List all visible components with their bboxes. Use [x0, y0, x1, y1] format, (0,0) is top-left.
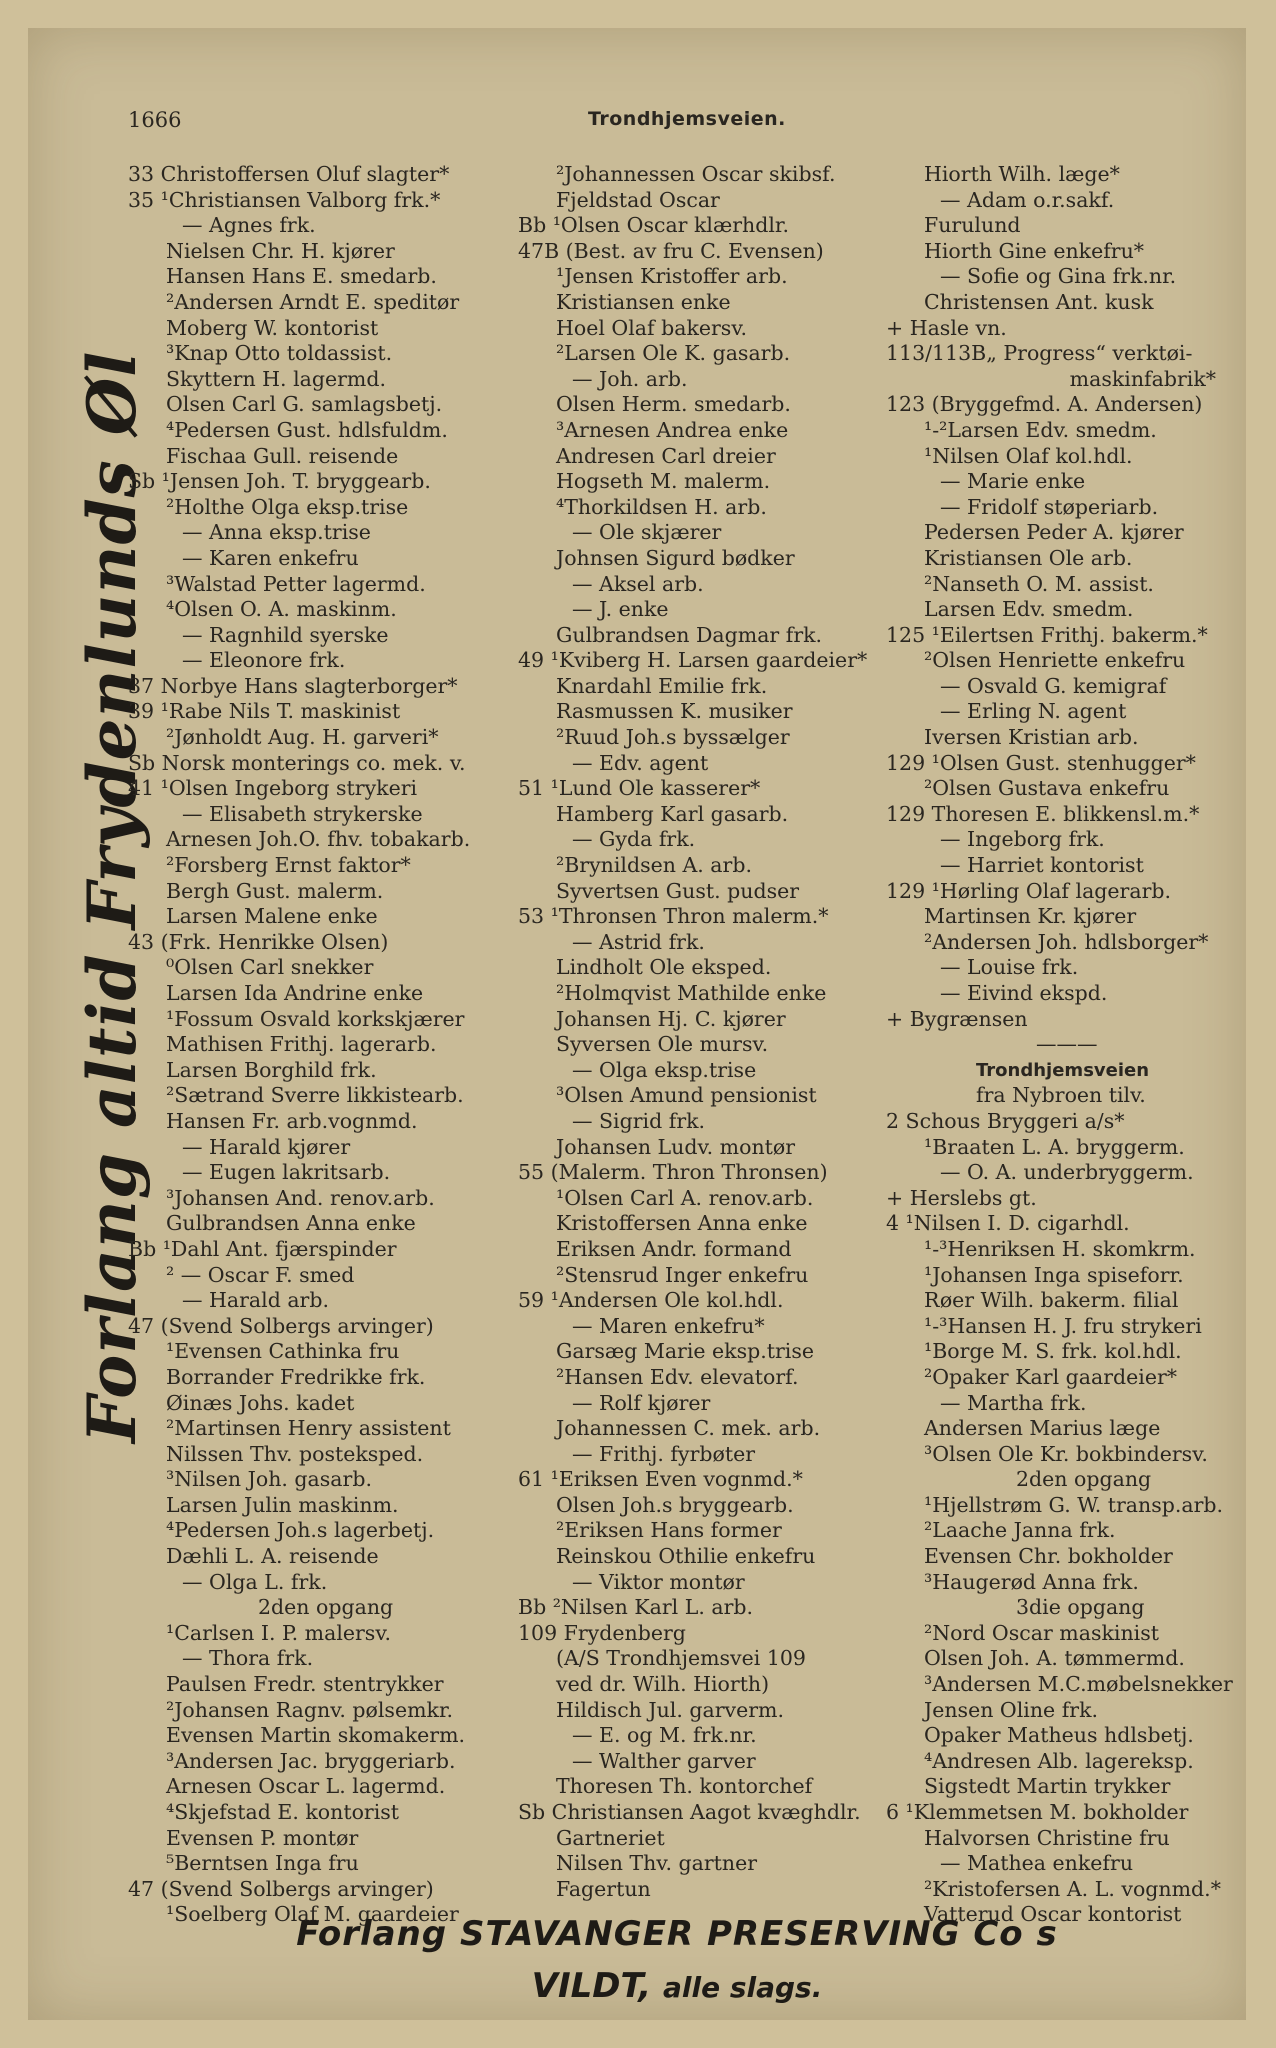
directory-entry: 125 ¹Eilertsen Frithj. bakerm.*: [886, 622, 1208, 647]
directory-entry: Olsen Carl G. samlagsbetj.: [166, 392, 443, 417]
directory-entry: — Sofie og Gina frk.nr.: [940, 264, 1177, 289]
directory-entry: Skyttern H. lagermd.: [166, 366, 386, 391]
directory-entry: 39 ¹Rabe Nils T. maskinist: [128, 699, 401, 724]
directory-entry: Gulbrandsen Dagmar frk.: [556, 622, 823, 647]
directory-entry: 55 (Malerm. Thron Thronsen): [518, 1160, 828, 1185]
directory-entry: ²Andersen Joh. hdlsborger*: [924, 929, 1209, 954]
directory-entry: — Martha frk.: [940, 1390, 1087, 1415]
directory-entry: ⁵Berntsen Inga fru: [166, 1851, 359, 1876]
directory-entry: ¹Fossum Osvald korkskjærer: [166, 1006, 465, 1031]
directory-entry: — Ingeborg frk.: [940, 827, 1105, 852]
bottom-advertisement-line-2: [28, 1966, 1276, 2006]
directory-entry: Hamberg Karl gasarb.: [556, 801, 789, 826]
directory-entry: 123 (Bryggefmd. A. Andersen): [886, 392, 1203, 417]
directory-entry: Kristoffersen Anna enke: [556, 1211, 808, 1236]
directory-entry: Pedersen Peder A. kjører: [924, 520, 1184, 545]
directory-entry: ²Johannessen Oscar skibsf.: [556, 162, 836, 186]
bottom-ad-vildt: VILDT,: [531, 1966, 652, 2006]
directory-entry: ²Opaker Karl gaardeier*: [924, 1364, 1178, 1389]
directory-entry: 61 ¹Eriksen Even vognmd.*: [518, 1467, 803, 1492]
directory-entry: Andersen Marius læge: [924, 1416, 1161, 1441]
directory-entry: Vatterud Oscar kontorist: [924, 1902, 1182, 1927]
directory-entry: 51 ¹Lund Ole kasserer*: [518, 776, 761, 801]
directory-entry: — Ragnhild syerske: [182, 622, 389, 647]
directory-entry: Røer Wilh. bakerm. filial: [924, 1288, 1179, 1313]
directory-entry: Rasmussen K. musiker: [556, 699, 793, 724]
directory-entry: Olsen Joh.s bryggearb.: [556, 1492, 794, 1517]
directory-entry: — Anna eksp.trise: [182, 520, 371, 545]
directory-entry: Nielsen Chr. H. kjører: [166, 238, 395, 263]
directory-entry: 43 (Frk. Henrikke Olsen): [128, 929, 389, 954]
directory-entry: Paulsen Fredr. stentrykker: [166, 1672, 444, 1697]
directory-entry: ⁴Andresen Alb. lagereksp.: [924, 1748, 1194, 1773]
directory-entry: — Eleonore frk.: [182, 648, 346, 673]
directory-entry: — Louise frk.: [940, 955, 1079, 980]
directory-entry: 35 ¹Christiansen Valborg frk.*: [128, 187, 441, 212]
directory-entry: ³Johansen And. renov.arb.: [166, 1185, 435, 1210]
directory-entry: ¹Jensen Kristoffer arb.: [556, 264, 788, 289]
directory-entry: — Frithj. fyrbøter: [572, 1441, 756, 1466]
directory-entry: ⁴Pedersen Joh.s lagerbetj.: [166, 1518, 435, 1543]
directory-entry: — Astrid frk.: [572, 929, 705, 954]
page-header: [28, 108, 1246, 138]
directory-entry: ²Larsen Ole K. gasarb.: [556, 341, 791, 366]
directory-entry: ²Johansen Ragnv. pølsemkr.: [166, 1697, 454, 1722]
directory-entry: Bb ¹Dahl Ant. fjærspinder: [128, 1236, 397, 1261]
directory-entry: ¹-³Henriksen H. skomkrm.: [924, 1236, 1196, 1261]
directory-entry: Johannessen C. mek. arb.: [556, 1416, 821, 1441]
directory-entry: 59 ¹Andersen Ole kol.hdl.: [518, 1288, 784, 1313]
directory-entry: — Olga L. frk.: [182, 1569, 328, 1594]
directory-entry: ²Holmqvist Mathilde enke: [556, 981, 827, 1005]
directory-entry: Borrander Fredrikke frk.: [166, 1364, 426, 1389]
directory-entry: — Fridolf støperiarb.: [940, 494, 1159, 519]
directory-entry: Trondhjemsveien: [976, 1059, 1150, 1081]
directory-entry: — Erling N. agent: [940, 699, 1127, 724]
directory-entry: — Viktor montør: [572, 1569, 745, 1594]
directory-entry: ²Jønholdt Aug. H. garveri*: [166, 725, 439, 750]
directory-entry: 37 Norbye Hans slagterborger*: [128, 673, 458, 698]
directory-entry: — Aksel arb.: [572, 571, 704, 596]
directory-entry: 129 Thoresen E. blikkensl.m.*: [886, 801, 1200, 826]
directory-entry: Nilsen Thv. gartner: [556, 1851, 757, 1876]
directory-entry: 6 ¹Klemmetsen M. bokholder: [886, 1800, 1189, 1824]
directory-entry: Larsen Malene enke: [166, 904, 378, 929]
directory-entry: Evensen Chr. bokholder: [924, 1544, 1173, 1569]
directory-entry: Larsen Edv. smedm.: [924, 597, 1134, 622]
directory-entry: ¹-²Larsen Edv. smedm.: [924, 417, 1157, 442]
directory-entry: ² — Oscar F. smed: [166, 1262, 355, 1287]
directory-entry: 129 ¹Olsen Gust. stenhugger*: [886, 750, 1196, 775]
directory-entry: Johnsen Sigurd bødker: [556, 545, 795, 570]
directory-entry: ¹Olsen Carl A. renov.arb.: [556, 1185, 814, 1210]
directory-entry: ²Martinsen Henry assistent: [166, 1416, 451, 1441]
directory-entry: ¹Johansen Inga spiseforr.: [924, 1262, 1184, 1287]
directory-entry: Johansen Ludv. montør: [556, 1134, 796, 1159]
directory-entry: Evensen Martin skomakerm.: [166, 1723, 466, 1748]
directory-entry: — Maren enkefru*: [572, 1313, 765, 1338]
directory-entry: ³Olsen Ole Kr. bokbindersv.: [924, 1441, 1208, 1466]
directory-entry: 3die opgang: [1016, 1595, 1145, 1620]
directory-entry: Olsen Joh. A. tømmermd.: [924, 1646, 1185, 1671]
directory-entry: ³Walstad Petter lagermd.: [166, 571, 426, 596]
directory-entry: Olsen Herm. smedarb.: [556, 392, 791, 417]
directory-entry: ³Arnesen Andrea enke: [556, 417, 789, 442]
directory-entry: ⁴Olsen O. A. maskinm.: [166, 597, 397, 622]
directory-entry: — Eugen lakritsarb.: [182, 1160, 391, 1185]
column-1: [128, 162, 518, 1928]
directory-entry: ²Nanseth O. M. assist.: [924, 571, 1154, 596]
directory-entry: Sb Christiansen Aagot kvæghdlr.: [518, 1800, 861, 1824]
directory-entry: ³Andersen M.C.møbelsnekker: [924, 1672, 1233, 1697]
directory-entry: Syvertsen Gust. pudser: [556, 878, 800, 903]
directory-entry: ¹Soelberg Olaf M. gaardeier: [166, 1902, 459, 1927]
directory-entry: ¹Carlsen I. P. malersv.: [166, 1620, 391, 1645]
running-title: Trondhjemsveien.: [588, 108, 786, 130]
directory-entry: ²Eriksen Hans former: [556, 1518, 782, 1543]
directory-entry: 41 ¹Olsen Ingeborg strykeri: [128, 776, 418, 801]
directory-entry: 53 ¹Thronsen Thron malerm.*: [518, 904, 829, 929]
directory-entry: Halvorsen Christine fru: [924, 1825, 1170, 1850]
directory-entry: — Marie enke: [940, 469, 1086, 494]
directory-entry: ²Holthe Olga eksp.trise: [166, 494, 409, 519]
directory-entry: ⁴Pedersen Gust. hdlsfuldm.: [166, 417, 448, 442]
directory-entry: ²Olsen Henriette enkefru: [924, 648, 1186, 673]
directory-entry: — Adam o.r.sakf.: [940, 187, 1115, 212]
directory-entry: Hildisch Jul. garverm.: [556, 1697, 785, 1722]
directory-entry: Arnesen Joh.O. fhv. tobakarb.: [166, 827, 471, 852]
directory-entry: ²Forsberg Ernst faktor*: [166, 853, 411, 878]
directory-entry: Thoresen Th. kontorchef: [556, 1774, 813, 1799]
directory-entry: Andresen Carl dreier: [556, 443, 776, 468]
directory-entry: Bb ²Nilsen Karl L. arb.: [518, 1595, 754, 1620]
directory-entry: Larsen Julin maskinm.: [166, 1492, 399, 1517]
directory-entry: — Rolf kjører: [572, 1390, 711, 1415]
directory-entry: ¹Braaten L. A. bryggerm.: [924, 1134, 1185, 1159]
directory-entry: ²Sætrand Sverre likkistearb.: [166, 1083, 464, 1108]
directory-entry: — O. A. underbryggerm.: [940, 1160, 1194, 1185]
directory-entry: ²Ruud Joh.s byssælger: [556, 725, 790, 750]
directory-entry: Arnesen Oscar L. lagermd.: [166, 1774, 446, 1799]
directory-entry: 4 ¹Nilsen I. D. cigarhdl.: [886, 1211, 1130, 1236]
directory-entry: — Harald kjører: [182, 1134, 351, 1159]
directory-entry: ⁴Skjefstad E. kontorist: [166, 1800, 400, 1824]
directory-entry: ³Olsen Amund pensionist: [556, 1083, 817, 1108]
directory-entry: Fjeldstad Oscar: [556, 187, 720, 212]
directory-entry: — Eivind ekspd.: [940, 981, 1108, 1005]
directory-entry: Lindholt Ole eksped.: [556, 955, 772, 980]
directory-entry: ³Andersen Jac. bryggeriarb.: [166, 1748, 456, 1773]
directory-entry: — Gyda frk.: [572, 827, 696, 852]
directory-entry: Knardahl Emilie frk.: [556, 673, 768, 698]
directory-entry: + Bygrænsen: [886, 1006, 1028, 1031]
directory-entry: — Elisabeth strykerske: [182, 801, 423, 826]
directory-entry: ———: [1036, 1032, 1098, 1057]
directory-entry: Larsen Ida Andrine enke: [166, 981, 424, 1005]
directory-entry: — J. enke: [572, 597, 669, 622]
directory-entry: ³Haugerød Anna frk.: [924, 1569, 1139, 1594]
directory-entry: 2 Schous Bryggeri a/s*: [886, 1108, 1125, 1133]
directory-entry: ⁴Thorkildsen H. arb.: [556, 494, 767, 519]
directory-entry: — Harald arb.: [182, 1288, 329, 1313]
directory-entry: 113/113B„ Progress“ verktøi-: [886, 341, 1193, 366]
directory-entry: Christensen Ant. kusk: [924, 289, 1154, 314]
directory-entry: ved dr. Wilh. Hiorth): [556, 1672, 770, 1697]
directory-entry: Bb ¹Olsen Oscar klærhdlr.: [518, 213, 789, 238]
directory-entry: ¹Evensen Cathinka fru: [166, 1339, 400, 1364]
directory-entry: Kristiansen enke: [556, 289, 731, 314]
directory-entry: 47 (Svend Solbergs arvinger): [128, 1313, 434, 1338]
directory-entry: 49 ¹Kviberg H. Larsen gaardeier*: [518, 648, 868, 673]
directory-entry: Iversen Kristian arb.: [924, 725, 1139, 750]
directory-entry: Hoel Olaf bakersv.: [556, 315, 747, 340]
directory-entry: Opaker Matheus hdlsbetj.: [924, 1723, 1194, 1748]
directory-entry: — Mathea enkefru: [940, 1851, 1134, 1876]
directory-entry: ²Olsen Gustava enkefru: [924, 776, 1170, 801]
directory-entry: ³Knap Otto toldassist.: [166, 341, 393, 366]
directory-entry: ³Nilsen Joh. gasarb.: [166, 1467, 372, 1492]
directory-entry: — Olga eksp.trise: [572, 1057, 757, 1082]
directory-entry: ²Brynildsen A. arb.: [556, 853, 752, 878]
directory-entry: Sigstedt Martin trykker: [924, 1774, 1171, 1799]
directory-entry: Furulund: [924, 213, 1021, 238]
directory-entry: Jensen Oline frk.: [924, 1697, 1099, 1722]
directory-entry: Martinsen Kr. kjører: [924, 904, 1137, 929]
directory-entry: Johansen Hj. C. kjører: [556, 1006, 786, 1031]
directory-entry: 47 (Svend Solbergs arvinger): [128, 1876, 434, 1901]
directory-entry: 2den opgang: [258, 1595, 394, 1620]
directory-entry: — Agnes frk.: [182, 213, 316, 238]
directory-entry: Reinskou Othilie enkefru: [556, 1544, 816, 1569]
directory-entry: Evensen P. montør: [166, 1825, 359, 1850]
directory-entry: ²Kristofersen A. L. vognmd.*: [924, 1876, 1221, 1901]
directory-entry: — Edv. agent: [572, 750, 709, 775]
directory-entry: 109 Frydenberg: [518, 1620, 686, 1645]
directory-entry: Hansen Hans E. smedarb.: [166, 264, 437, 289]
directory-entry: Kristiansen Ole arb.: [924, 545, 1133, 570]
directory-entry: ¹Borge M. S. frk. kol.hdl.: [924, 1339, 1182, 1364]
page-number: 1666: [128, 108, 182, 132]
column-2: [518, 162, 888, 1902]
directory-entry: + Hasle vn.: [886, 315, 1007, 340]
directory-entry: Sb ¹Jensen Joh. T. bryggearb.: [128, 469, 431, 494]
directory-entry: — Osvald G. kemigraf: [940, 673, 1167, 698]
directory-entry: Nilssen Thv. posteksped.: [166, 1441, 424, 1466]
side-advertisement: Forlang altid Frydenlunds Øl: [73, 350, 151, 1443]
directory-entry: — Karen enkefru: [182, 545, 359, 570]
directory-entry: (A/S Trondhjemsvei 109: [556, 1646, 806, 1671]
directory-entry: Bergh Gust. malerm.: [166, 878, 384, 903]
directory-entry: ²Stensrud Inger enkefru: [556, 1262, 809, 1287]
directory-entry: Mathisen Frithj. lagerarb.: [166, 1032, 437, 1057]
directory-entry: ²Andersen Arndt E. speditør: [166, 289, 460, 314]
directory-entry: Hansen Fr. arb.vognmd.: [166, 1108, 418, 1133]
directory-entry: Gartneriet: [556, 1825, 665, 1850]
directory-entry: Garsæg Marie eksp.trise: [556, 1339, 815, 1364]
bottom-ad-alle-slags: alle slags.: [663, 1971, 823, 2004]
directory-entry: Hogseth M. malerm.: [556, 469, 771, 494]
directory-entry: Dæhli L. A. reisende: [166, 1544, 379, 1569]
directory-entry: Hiorth Gine enkefru*: [924, 238, 1145, 263]
directory-entry: maskinfabrik*: [1069, 366, 1216, 391]
directory-entry: Sb Norsk monterings co. mek. v.: [128, 750, 466, 775]
directory-entry: 33 Christoffersen Oluf slagter*: [128, 162, 450, 186]
directory-entry: ²Laache Janna frk.: [924, 1518, 1116, 1543]
directory-entry: — E. og M. frk.nr.: [572, 1723, 757, 1748]
directory-entry: fra Nybroen tilv.: [976, 1083, 1146, 1108]
directory-entry: 129 ¹Hørling Olaf lagerarb.: [886, 878, 1172, 903]
directory-entry: Syversen Ole mursv.: [556, 1032, 769, 1057]
column-3: [886, 162, 1256, 1928]
directory-entry: + Herslebs gt.: [886, 1185, 1037, 1210]
directory-entry: ¹Hjellstrøm G. W. transp.arb.: [924, 1492, 1224, 1517]
directory-entry: — Ole skjærer: [572, 520, 722, 545]
directory-entry: Gulbrandsen Anna enke: [166, 1211, 416, 1236]
directory-entry: Fischaa Gull. reisende: [166, 443, 399, 468]
directory-entry: — Walther garver: [572, 1748, 756, 1773]
bottom-advertisement-line-1: Forlang STAVANGER PRESERVING Co s: [296, 1914, 1058, 1954]
directory-entry: Eriksen Andr. formand: [556, 1236, 792, 1261]
directory-entry: — Sigrid frk.: [572, 1108, 706, 1133]
directory-entry: — Harriet kontorist: [940, 853, 1144, 878]
directory-entry: Øinæs Johs. kadet: [166, 1390, 355, 1415]
directory-entry: — Joh. arb.: [572, 366, 688, 391]
directory-entry: ¹Nilsen Olaf kol.hdl.: [924, 443, 1133, 468]
directory-entry: Hiorth Wilh. læge*: [924, 162, 1120, 186]
directory-entry: — Thora frk.: [182, 1646, 314, 1671]
directory-entry: ⁰Olsen Carl snekker: [166, 955, 374, 980]
directory-entry: 2den opgang: [1016, 1467, 1152, 1492]
directory-entry: Larsen Borghild frk.: [166, 1057, 377, 1082]
directory-entry: Fagertun: [556, 1876, 651, 1901]
directory-entry: ²Hansen Edv. elevatorf.: [556, 1364, 799, 1389]
directory-entry: ¹-³Hansen H. J. fru strykeri: [924, 1313, 1202, 1338]
directory-entry: 47B (Best. av fru C. Evensen): [518, 238, 824, 263]
directory-page: [28, 28, 1246, 2020]
directory-entry: ²Nord Oscar maskinist: [924, 1620, 1159, 1645]
directory-entry: Moberg W. kontorist: [166, 315, 379, 340]
